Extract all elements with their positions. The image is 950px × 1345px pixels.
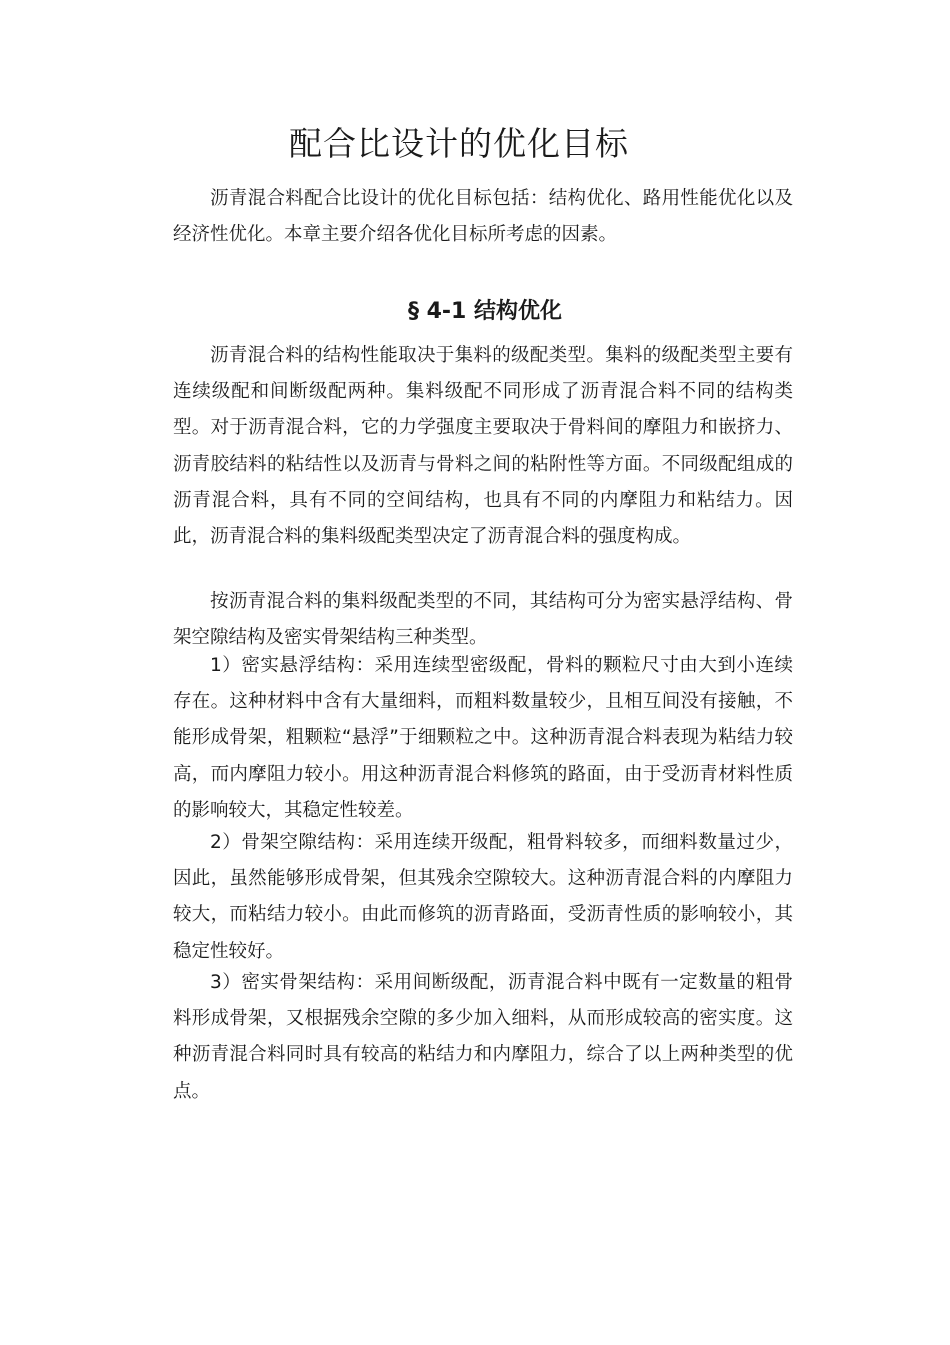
chapter-title: 配合比设计的优化目标: [289, 124, 629, 163]
body-paragraph-skeleton-void: 2）骨架空隙结构：采用连续开级配，粗骨料较多，而细料数量过少，因此，虽然能够形成骨架，但其残余空隙较大。这种沥青混合料的内摩阻力较大，而粘结力较小。由此而修筑的沥青路面，受沥青性质的影响较小，其稳定性较好。: [173, 832, 793, 962]
body-paragraph-structure-performance: 沥青混合料的结构性能取决于集料的级配类型。集料的级配类型主要有连续级配和间断级配两种。集料级配不同形成了沥青混合料不同的结构类型。对于沥青混合料，它的力学强度主要取决于骨料间的摩阻力和嵌挤力、沥青胶结料的粘结性以及沥青与骨料之间的粘附性等方面。不同级配组成的沥青混合料，具有不同的空间结构，也具有不同的内摩阻力和粘结力。因此，沥青混合料的集料级配类型决定了沥青混合料的强度构成。: [173, 345, 793, 548]
section-heading: § 4-1 结构优化: [407, 299, 563, 324]
body-paragraph-dense-skeleton: 3）密实骨架结构：采用间断级配，沥青混合料中既有一定数量的粗骨料形成骨架，又根据残余空隙的多少加入细料，从而形成较高的密实度。这种沥青混合料同时具有较高的粘结力和内摩阻力，综合了以上两种类型的优点。: [173, 972, 793, 1102]
body-paragraph-dense-suspended: 1）密实悬浮结构：采用连续型密级配，骨料的颗粒尺寸由大到小连续存在。这种材料中含有大量细料，而粗料数量较少，且相互间没有接触，不能形成骨架，粗颗粒“悬浮”于细颗粒之中。这种沥青混合料表现为粘结力较高，而内摩阻力较小。用这种沥青混合料修筑的路面，由于受沥青材料性质的影响较大，其稳定性较差。: [173, 655, 793, 821]
body-paragraph-structure-types: 按沥青混合料的集料级配类型的不同，其结构可分为密实悬浮结构、骨架空隙结构及密实骨架结构三种类型。: [173, 591, 793, 649]
intro-paragraph: 沥青混合料配合比设计的优化目标包括：结构优化、路用性能优化以及经济性优化。本章主要介绍各优化目标所考虑的因素。: [173, 188, 793, 246]
